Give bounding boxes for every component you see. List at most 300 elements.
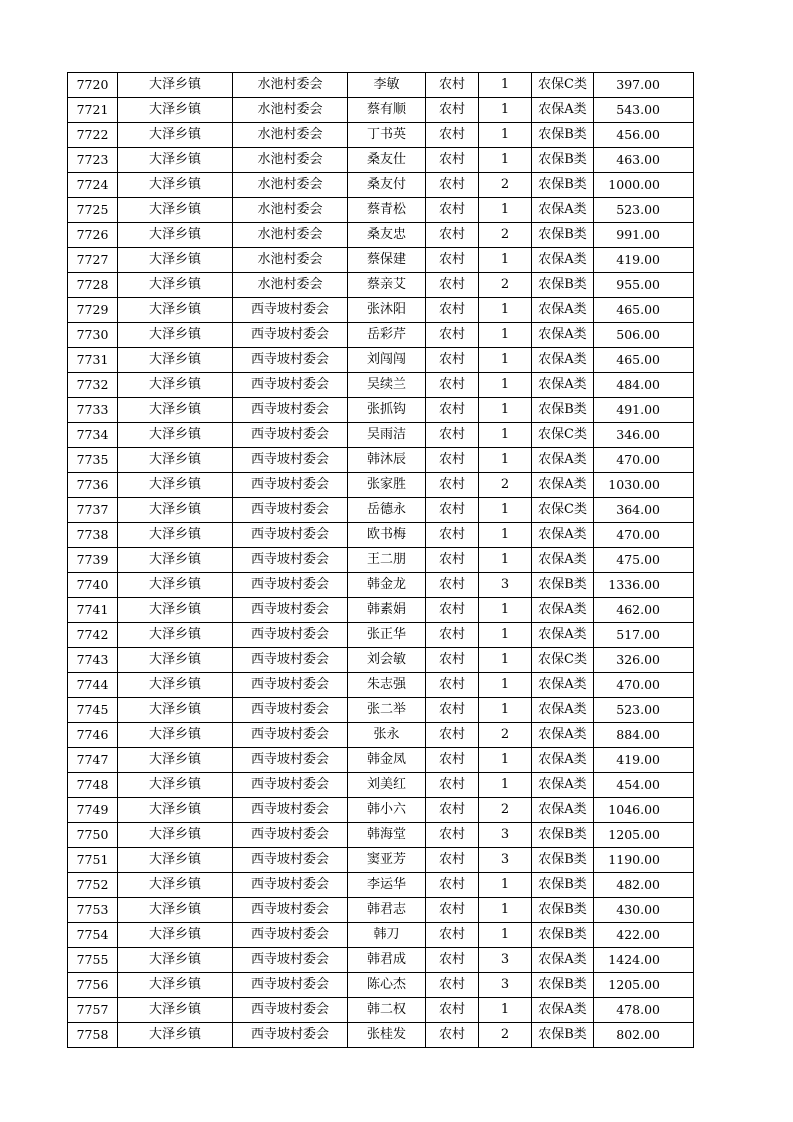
cell-row-id: 7752 xyxy=(68,873,118,898)
cell-township: 大泽乡镇 xyxy=(118,73,233,98)
cell-village-committee: 西寺坡村委会 xyxy=(233,923,348,948)
cell-person-name: 韩君成 xyxy=(348,948,426,973)
cell-person-name: 岳彩芹 xyxy=(348,323,426,348)
cell-member-count: 2 xyxy=(479,1023,532,1048)
cell-township: 大泽乡镇 xyxy=(118,723,233,748)
cell-member-count: 3 xyxy=(479,948,532,973)
cell-village-committee: 水池村委会 xyxy=(233,148,348,173)
cell-household-type: 农村 xyxy=(426,873,479,898)
cell-row-id: 7757 xyxy=(68,998,118,1023)
cell-person-name: 韩海堂 xyxy=(348,823,426,848)
cell-row-id: 7751 xyxy=(68,848,118,873)
cell-row-id: 7755 xyxy=(68,948,118,973)
table-row xyxy=(68,698,694,723)
cell-insurance-class: 农保B类 xyxy=(532,898,594,923)
cell-person-name: 韩二权 xyxy=(348,998,426,1023)
table-row xyxy=(68,623,694,648)
cell-household-type: 农村 xyxy=(426,173,479,198)
cell-township: 大泽乡镇 xyxy=(118,548,233,573)
table-row xyxy=(68,248,694,273)
cell-amount: 884.00 xyxy=(594,723,694,748)
cell-village-committee: 西寺坡村委会 xyxy=(233,498,348,523)
cell-member-count: 1 xyxy=(479,873,532,898)
cell-household-type: 农村 xyxy=(426,573,479,598)
cell-amount: 419.00 xyxy=(594,248,694,273)
table-row xyxy=(68,373,694,398)
table-row xyxy=(68,448,694,473)
cell-village-committee: 西寺坡村委会 xyxy=(233,423,348,448)
cell-person-name: 吴雨洁 xyxy=(348,423,426,448)
cell-member-count: 1 xyxy=(479,448,532,473)
cell-village-committee: 西寺坡村委会 xyxy=(233,773,348,798)
cell-person-name: 丁书英 xyxy=(348,123,426,148)
cell-member-count: 1 xyxy=(479,123,532,148)
cell-row-id: 7748 xyxy=(68,773,118,798)
table-row xyxy=(68,973,694,998)
table-row xyxy=(68,598,694,623)
cell-row-id: 7754 xyxy=(68,923,118,948)
cell-insurance-class: 农保B类 xyxy=(532,873,594,898)
cell-row-id: 7744 xyxy=(68,673,118,698)
cell-person-name: 韩君志 xyxy=(348,898,426,923)
cell-person-name: 蔡亲艾 xyxy=(348,273,426,298)
cell-member-count: 1 xyxy=(479,373,532,398)
cell-amount: 1190.00 xyxy=(594,848,694,873)
cell-person-name: 韩金凤 xyxy=(348,748,426,773)
cell-household-type: 农村 xyxy=(426,223,479,248)
cell-member-count: 3 xyxy=(479,973,532,998)
cell-amount: 346.00 xyxy=(594,423,694,448)
cell-township: 大泽乡镇 xyxy=(118,248,233,273)
cell-village-committee: 水池村委会 xyxy=(233,123,348,148)
table-row xyxy=(68,498,694,523)
cell-township: 大泽乡镇 xyxy=(118,848,233,873)
cell-member-count: 1 xyxy=(479,198,532,223)
cell-village-committee: 水池村委会 xyxy=(233,198,348,223)
cell-insurance-class: 农保A类 xyxy=(532,98,594,123)
table-row xyxy=(68,723,694,748)
cell-member-count: 2 xyxy=(479,223,532,248)
cell-township: 大泽乡镇 xyxy=(118,273,233,298)
cell-amount: 475.00 xyxy=(594,548,694,573)
cell-amount: 364.00 xyxy=(594,498,694,523)
cell-household-type: 农村 xyxy=(426,323,479,348)
cell-township: 大泽乡镇 xyxy=(118,498,233,523)
cell-insurance-class: 农保B类 xyxy=(532,923,594,948)
cell-household-type: 农村 xyxy=(426,498,479,523)
cell-member-count: 1 xyxy=(479,598,532,623)
cell-person-name: 李敏 xyxy=(348,73,426,98)
cell-township: 大泽乡镇 xyxy=(118,223,233,248)
cell-member-count: 2 xyxy=(479,798,532,823)
cell-row-id: 7758 xyxy=(68,1023,118,1048)
table-row xyxy=(68,73,694,98)
cell-amount: 470.00 xyxy=(594,448,694,473)
cell-insurance-class: 农保A类 xyxy=(532,198,594,223)
cell-row-id: 7725 xyxy=(68,198,118,223)
cell-row-id: 7737 xyxy=(68,498,118,523)
cell-township: 大泽乡镇 xyxy=(118,123,233,148)
cell-member-count: 1 xyxy=(479,923,532,948)
cell-member-count: 2 xyxy=(479,273,532,298)
table-row xyxy=(68,198,694,223)
table-row xyxy=(68,648,694,673)
cell-township: 大泽乡镇 xyxy=(118,973,233,998)
cell-household-type: 农村 xyxy=(426,548,479,573)
cell-row-id: 7726 xyxy=(68,223,118,248)
cell-insurance-class: 农保C类 xyxy=(532,73,594,98)
cell-member-count: 2 xyxy=(479,473,532,498)
cell-township: 大泽乡镇 xyxy=(118,348,233,373)
cell-amount: 506.00 xyxy=(594,323,694,348)
cell-village-committee: 西寺坡村委会 xyxy=(233,948,348,973)
cell-amount: 422.00 xyxy=(594,923,694,948)
cell-amount: 1030.00 xyxy=(594,473,694,498)
cell-row-id: 7749 xyxy=(68,798,118,823)
cell-village-committee: 西寺坡村委会 xyxy=(233,873,348,898)
cell-amount: 484.00 xyxy=(594,373,694,398)
cell-row-id: 7741 xyxy=(68,598,118,623)
table-row xyxy=(68,298,694,323)
cell-household-type: 农村 xyxy=(426,1023,479,1048)
cell-township: 大泽乡镇 xyxy=(118,173,233,198)
cell-person-name: 韩素娟 xyxy=(348,598,426,623)
cell-insurance-class: 农保C类 xyxy=(532,498,594,523)
cell-village-committee: 水池村委会 xyxy=(233,273,348,298)
cell-village-committee: 西寺坡村委会 xyxy=(233,748,348,773)
cell-row-id: 7753 xyxy=(68,898,118,923)
cell-village-committee: 水池村委会 xyxy=(233,98,348,123)
cell-row-id: 7756 xyxy=(68,973,118,998)
cell-township: 大泽乡镇 xyxy=(118,98,233,123)
cell-village-committee: 西寺坡村委会 xyxy=(233,798,348,823)
cell-household-type: 农村 xyxy=(426,148,479,173)
table-row xyxy=(68,473,694,498)
cell-member-count: 1 xyxy=(479,423,532,448)
cell-insurance-class: 农保A类 xyxy=(532,523,594,548)
cell-person-name: 朱志强 xyxy=(348,673,426,698)
cell-row-id: 7724 xyxy=(68,173,118,198)
cell-township: 大泽乡镇 xyxy=(118,323,233,348)
table-row xyxy=(68,673,694,698)
cell-household-type: 农村 xyxy=(426,973,479,998)
cell-member-count: 1 xyxy=(479,73,532,98)
cell-township: 大泽乡镇 xyxy=(118,398,233,423)
cell-household-type: 农村 xyxy=(426,698,479,723)
cell-row-id: 7739 xyxy=(68,548,118,573)
cell-amount: 482.00 xyxy=(594,873,694,898)
cell-insurance-class: 农保A类 xyxy=(532,323,594,348)
cell-amount: 523.00 xyxy=(594,198,694,223)
cell-household-type: 农村 xyxy=(426,398,479,423)
cell-amount: 456.00 xyxy=(594,123,694,148)
cell-household-type: 农村 xyxy=(426,248,479,273)
cell-insurance-class: 农保A类 xyxy=(532,948,594,973)
cell-amount: 465.00 xyxy=(594,298,694,323)
cell-person-name: 韩沐辰 xyxy=(348,448,426,473)
cell-amount: 491.00 xyxy=(594,398,694,423)
cell-person-name: 蔡青松 xyxy=(348,198,426,223)
cell-township: 大泽乡镇 xyxy=(118,748,233,773)
cell-person-name: 刘会敏 xyxy=(348,648,426,673)
cell-member-count: 3 xyxy=(479,573,532,598)
table-row xyxy=(68,223,694,248)
cell-amount: 1000.00 xyxy=(594,173,694,198)
cell-insurance-class: 农保B类 xyxy=(532,173,594,198)
cell-insurance-class: 农保A类 xyxy=(532,698,594,723)
cell-village-committee: 西寺坡村委会 xyxy=(233,698,348,723)
cell-member-count: 1 xyxy=(479,298,532,323)
cell-village-committee: 西寺坡村委会 xyxy=(233,648,348,673)
table-row xyxy=(68,748,694,773)
cell-person-name: 张家胜 xyxy=(348,473,426,498)
cell-household-type: 农村 xyxy=(426,123,479,148)
table-row xyxy=(68,998,694,1023)
table-row xyxy=(68,898,694,923)
cell-village-committee: 西寺坡村委会 xyxy=(233,1023,348,1048)
cell-household-type: 农村 xyxy=(426,898,479,923)
cell-household-type: 农村 xyxy=(426,98,479,123)
cell-village-committee: 西寺坡村委会 xyxy=(233,323,348,348)
cell-person-name: 张沐阳 xyxy=(348,298,426,323)
table-row xyxy=(68,348,694,373)
cell-insurance-class: 农保A类 xyxy=(532,623,594,648)
cell-insurance-class: 农保A类 xyxy=(532,373,594,398)
cell-member-count: 1 xyxy=(479,148,532,173)
cell-person-name: 窦亚芳 xyxy=(348,848,426,873)
cell-township: 大泽乡镇 xyxy=(118,473,233,498)
cell-person-name: 欧书梅 xyxy=(348,523,426,548)
cell-row-id: 7742 xyxy=(68,623,118,648)
cell-member-count: 1 xyxy=(479,348,532,373)
cell-household-type: 农村 xyxy=(426,473,479,498)
cell-village-committee: 西寺坡村委会 xyxy=(233,448,348,473)
cell-insurance-class: 农保B类 xyxy=(532,823,594,848)
cell-person-name: 岳德永 xyxy=(348,498,426,523)
cell-household-type: 农村 xyxy=(426,298,479,323)
cell-member-count: 1 xyxy=(479,673,532,698)
cell-person-name: 陈心杰 xyxy=(348,973,426,998)
cell-person-name: 李运华 xyxy=(348,873,426,898)
cell-township: 大泽乡镇 xyxy=(118,873,233,898)
cell-row-id: 7743 xyxy=(68,648,118,673)
cell-insurance-class: 农保A类 xyxy=(532,473,594,498)
table-row xyxy=(68,148,694,173)
cell-insurance-class: 农保B类 xyxy=(532,123,594,148)
cell-amount: 955.00 xyxy=(594,273,694,298)
cell-amount: 1205.00 xyxy=(594,823,694,848)
cell-row-id: 7735 xyxy=(68,448,118,473)
cell-township: 大泽乡镇 xyxy=(118,698,233,723)
cell-household-type: 农村 xyxy=(426,348,479,373)
cell-member-count: 2 xyxy=(479,173,532,198)
cell-township: 大泽乡镇 xyxy=(118,298,233,323)
cell-person-name: 张永 xyxy=(348,723,426,748)
cell-row-id: 7738 xyxy=(68,523,118,548)
cell-village-committee: 西寺坡村委会 xyxy=(233,723,348,748)
cell-amount: 326.00 xyxy=(594,648,694,673)
cell-insurance-class: 农保A类 xyxy=(532,448,594,473)
cell-person-name: 张桂发 xyxy=(348,1023,426,1048)
cell-insurance-class: 农保B类 xyxy=(532,148,594,173)
cell-member-count: 3 xyxy=(479,823,532,848)
cell-village-committee: 西寺坡村委会 xyxy=(233,898,348,923)
cell-person-name: 韩小六 xyxy=(348,798,426,823)
cell-household-type: 农村 xyxy=(426,823,479,848)
cell-township: 大泽乡镇 xyxy=(118,623,233,648)
cell-person-name: 蔡保建 xyxy=(348,248,426,273)
cell-insurance-class: 农保B类 xyxy=(532,848,594,873)
table-row xyxy=(68,873,694,898)
cell-row-id: 7750 xyxy=(68,823,118,848)
cell-township: 大泽乡镇 xyxy=(118,598,233,623)
cell-household-type: 农村 xyxy=(426,198,479,223)
table-row xyxy=(68,548,694,573)
cell-village-committee: 西寺坡村委会 xyxy=(233,673,348,698)
cell-amount: 430.00 xyxy=(594,898,694,923)
cell-household-type: 农村 xyxy=(426,748,479,773)
cell-row-id: 7730 xyxy=(68,323,118,348)
cell-insurance-class: 农保A类 xyxy=(532,998,594,1023)
table-row xyxy=(68,823,694,848)
cell-insurance-class: 农保A类 xyxy=(532,748,594,773)
cell-insurance-class: 农保C类 xyxy=(532,648,594,673)
cell-village-committee: 西寺坡村委会 xyxy=(233,848,348,873)
cell-insurance-class: 农保B类 xyxy=(532,1023,594,1048)
cell-village-committee: 西寺坡村委会 xyxy=(233,398,348,423)
cell-row-id: 7733 xyxy=(68,398,118,423)
cell-member-count: 2 xyxy=(479,723,532,748)
cell-township: 大泽乡镇 xyxy=(118,573,233,598)
cell-township: 大泽乡镇 xyxy=(118,773,233,798)
cell-village-committee: 西寺坡村委会 xyxy=(233,523,348,548)
cell-insurance-class: 农保A类 xyxy=(532,798,594,823)
cell-township: 大泽乡镇 xyxy=(118,198,233,223)
table-row xyxy=(68,798,694,823)
cell-amount: 419.00 xyxy=(594,748,694,773)
cell-row-id: 7723 xyxy=(68,148,118,173)
cell-village-committee: 西寺坡村委会 xyxy=(233,973,348,998)
data-table xyxy=(67,72,694,1048)
cell-insurance-class: 农保A类 xyxy=(532,723,594,748)
cell-person-name: 张二举 xyxy=(348,698,426,723)
cell-amount: 465.00 xyxy=(594,348,694,373)
cell-row-id: 7736 xyxy=(68,473,118,498)
table-row xyxy=(68,173,694,198)
cell-household-type: 农村 xyxy=(426,723,479,748)
cell-member-count: 1 xyxy=(479,398,532,423)
cell-household-type: 农村 xyxy=(426,648,479,673)
cell-member-count: 1 xyxy=(479,498,532,523)
cell-amount: 397.00 xyxy=(594,73,694,98)
table-row xyxy=(68,123,694,148)
cell-township: 大泽乡镇 xyxy=(118,823,233,848)
table-row xyxy=(68,423,694,448)
cell-amount: 463.00 xyxy=(594,148,694,173)
cell-amount: 802.00 xyxy=(594,1023,694,1048)
cell-member-count: 1 xyxy=(479,898,532,923)
cell-insurance-class: 农保B类 xyxy=(532,973,594,998)
cell-village-committee: 西寺坡村委会 xyxy=(233,548,348,573)
cell-member-count: 1 xyxy=(479,523,532,548)
cell-member-count: 1 xyxy=(479,998,532,1023)
cell-amount: 462.00 xyxy=(594,598,694,623)
cell-row-id: 7728 xyxy=(68,273,118,298)
cell-row-id: 7722 xyxy=(68,123,118,148)
cell-household-type: 农村 xyxy=(426,373,479,398)
table-row xyxy=(68,398,694,423)
cell-person-name: 桑友忠 xyxy=(348,223,426,248)
cell-amount: 1205.00 xyxy=(594,973,694,998)
cell-person-name: 王二朋 xyxy=(348,548,426,573)
cell-household-type: 农村 xyxy=(426,673,479,698)
cell-row-id: 7746 xyxy=(68,723,118,748)
cell-insurance-class: 农保B类 xyxy=(532,223,594,248)
cell-village-committee: 西寺坡村委会 xyxy=(233,598,348,623)
cell-member-count: 3 xyxy=(479,848,532,873)
cell-amount: 470.00 xyxy=(594,523,694,548)
cell-township: 大泽乡镇 xyxy=(118,998,233,1023)
cell-household-type: 农村 xyxy=(426,273,479,298)
cell-amount: 470.00 xyxy=(594,673,694,698)
cell-row-id: 7734 xyxy=(68,423,118,448)
cell-township: 大泽乡镇 xyxy=(118,523,233,548)
cell-household-type: 农村 xyxy=(426,773,479,798)
cell-member-count: 1 xyxy=(479,248,532,273)
table-row xyxy=(68,948,694,973)
cell-member-count: 1 xyxy=(479,98,532,123)
cell-household-type: 农村 xyxy=(426,923,479,948)
cell-person-name: 张正华 xyxy=(348,623,426,648)
cell-household-type: 农村 xyxy=(426,998,479,1023)
cell-row-id: 7740 xyxy=(68,573,118,598)
cell-person-name: 张抓钩 xyxy=(348,398,426,423)
cell-amount: 543.00 xyxy=(594,98,694,123)
cell-village-committee: 西寺坡村委会 xyxy=(233,823,348,848)
cell-insurance-class: 农保A类 xyxy=(532,548,594,573)
cell-insurance-class: 农保A类 xyxy=(532,673,594,698)
cell-person-name: 韩刀 xyxy=(348,923,426,948)
cell-household-type: 农村 xyxy=(426,448,479,473)
cell-row-id: 7747 xyxy=(68,748,118,773)
cell-village-committee: 西寺坡村委会 xyxy=(233,998,348,1023)
table-row xyxy=(68,573,694,598)
cell-township: 大泽乡镇 xyxy=(118,148,233,173)
table-row xyxy=(68,323,694,348)
cell-insurance-class: 农保B类 xyxy=(532,273,594,298)
table-row xyxy=(68,848,694,873)
table-body xyxy=(68,73,694,1048)
cell-household-type: 农村 xyxy=(426,598,479,623)
cell-household-type: 农村 xyxy=(426,523,479,548)
table-row xyxy=(68,523,694,548)
cell-household-type: 农村 xyxy=(426,948,479,973)
cell-township: 大泽乡镇 xyxy=(118,648,233,673)
cell-amount: 1424.00 xyxy=(594,948,694,973)
cell-township: 大泽乡镇 xyxy=(118,373,233,398)
cell-township: 大泽乡镇 xyxy=(118,898,233,923)
cell-village-committee: 西寺坡村委会 xyxy=(233,348,348,373)
cell-person-name: 桑友付 xyxy=(348,173,426,198)
cell-insurance-class: 农保C类 xyxy=(532,423,594,448)
cell-village-committee: 西寺坡村委会 xyxy=(233,473,348,498)
cell-village-committee: 水池村委会 xyxy=(233,73,348,98)
cell-household-type: 农村 xyxy=(426,798,479,823)
cell-person-name: 刘美红 xyxy=(348,773,426,798)
cell-amount: 523.00 xyxy=(594,698,694,723)
cell-person-name: 刘闯闯 xyxy=(348,348,426,373)
cell-village-committee: 水池村委会 xyxy=(233,223,348,248)
